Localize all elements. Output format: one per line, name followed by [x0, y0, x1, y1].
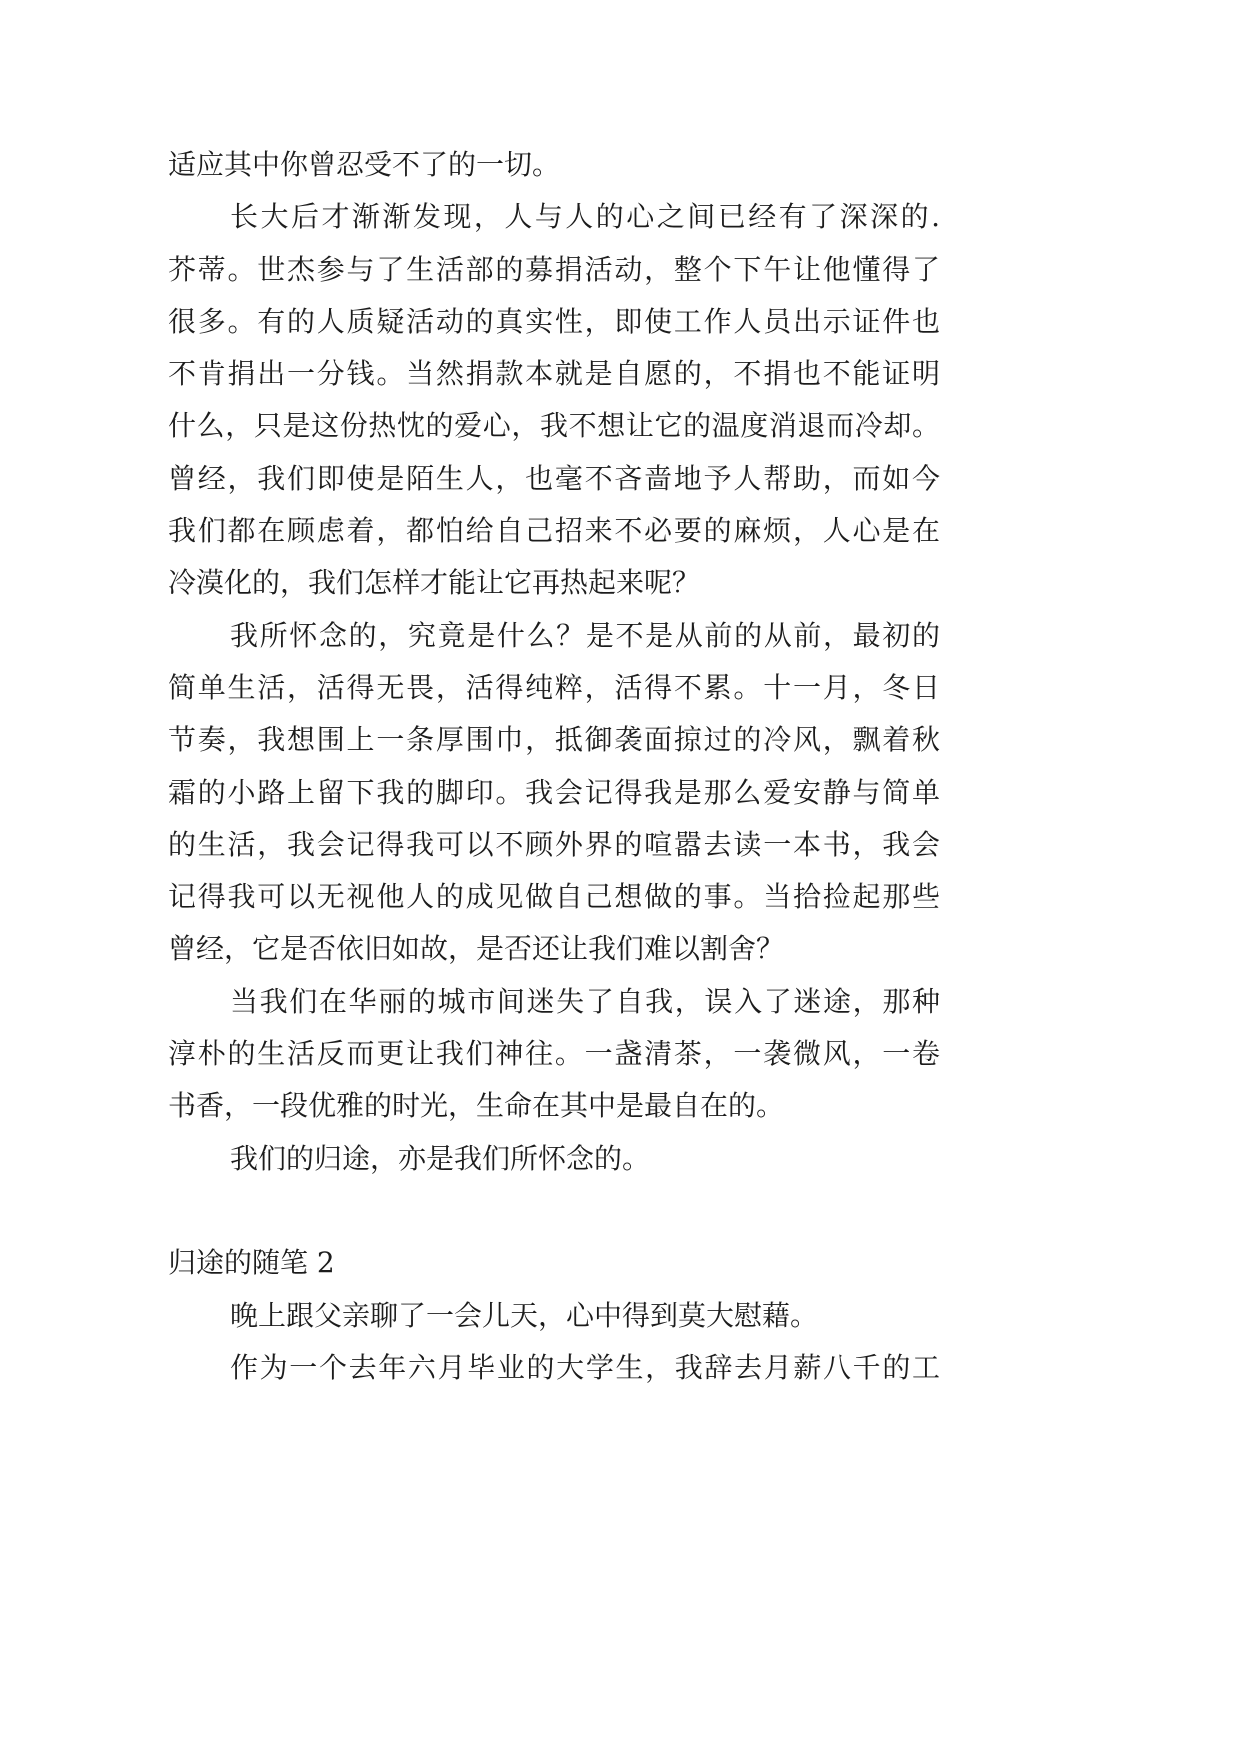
text-line: 晚上跟父亲聊了一会儿天，心中得到莫大慰藉。 [230, 1298, 819, 1332]
paragraph [168, 1133, 940, 1185]
paragraph [168, 610, 940, 976]
text-line: 曾经，它是否依旧如故，是否还让我们难以割舍？ [168, 932, 785, 966]
text-line: 冷漠化的，我们怎样才能让它再热起来呢？ [168, 566, 701, 600]
text-line: 适应其中你曾忍受不了的一切。 [168, 148, 561, 181]
text-line: 的生活，我会记得我可以不顾外界的喧嚣去读一本书，我会 [168, 827, 940, 861]
paragraph [168, 1342, 940, 1394]
text-line: 当我们在华丽的城市间迷失了自我，误入了迷途，那种 [230, 984, 940, 1018]
paragraph [168, 1290, 940, 1342]
text-line: 记得我可以无视他人的成见做自己想做的事。当拾捡起那些 [168, 880, 940, 914]
text-line: 芥蒂。世杰参与了生活部的募捐活动，整个下午让他懂得了 [168, 252, 940, 286]
section-heading: 归途的随笔 2 [168, 1246, 335, 1280]
text-line: 简单生活，活得无畏，活得纯粹，活得不累。十一月，冬日 [168, 670, 940, 704]
document-body [168, 139, 940, 1394]
text-line: 我们都在顾虑着，都怕给自己招来不必要的麻烦，人心是在 [168, 514, 940, 548]
text-line: 节奏，我想围上一条厚围巾，抵御袭面掠过的冷风，飘着秋 [168, 723, 940, 757]
text-line: 很多。有的人质疑活动的真实性，即使工作人员出示证件也 [168, 304, 940, 338]
text-line: 不肯捐出一分钱。当然捐款本就是自愿的，不捐也不能证明 [168, 357, 940, 391]
text-line: 我们的归途，亦是我们所怀念的。 [230, 1141, 651, 1175]
text-line: 淳朴的生活反而更让我们神往。一盏清茶，一袭微风，一卷 [168, 1037, 940, 1071]
text-line: 长大后才渐渐发现，人与人的心之间已经有了深深的. [230, 200, 940, 234]
text-line: 曾经，我们即使是陌生人，也毫不吝啬地予人帮助，而如今 [168, 461, 940, 495]
text-line: 书香，一段优雅的时光，生命在其中是最自在的。 [168, 1089, 785, 1123]
text-line: 霜的小路上留下我的脚印。我会记得我是那么爱安静与简单 [168, 775, 940, 809]
text-line: 我所怀念的，究竟是什么？是不是从前的从前，最初的 [230, 618, 940, 652]
continued-paragraph [168, 139, 940, 191]
paragraph [168, 976, 940, 1133]
text-line: 什么，只是这份热忱的爱心，我不想让它的温度消退而冷却。 [168, 409, 940, 443]
paragraph [168, 191, 940, 609]
text-line: 作为一个去年六月毕业的大学生，我辞去月薪八千的工 [230, 1350, 940, 1384]
section-gap [168, 1185, 940, 1237]
